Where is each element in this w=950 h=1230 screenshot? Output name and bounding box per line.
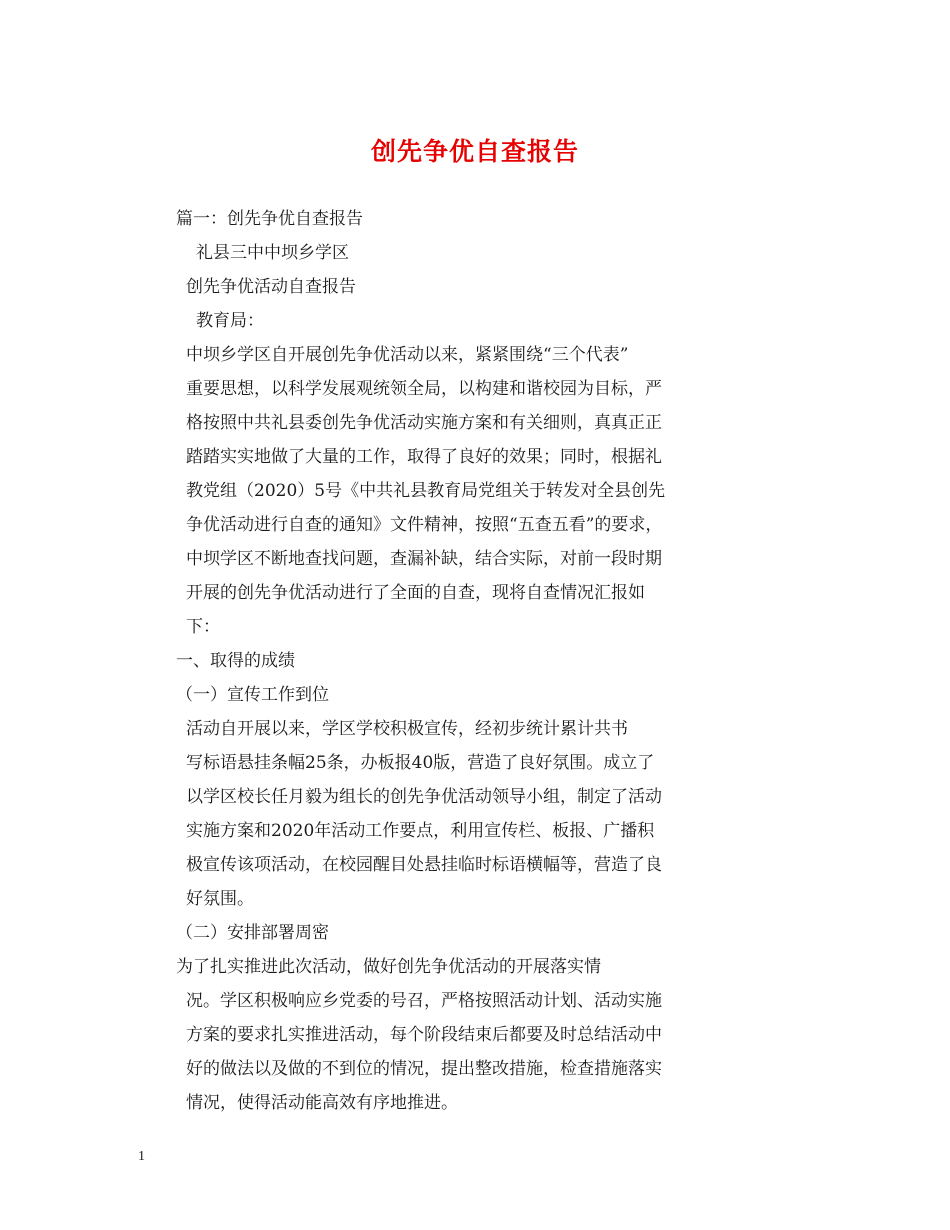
text-line-20: 极宣传该项活动，在校园醒目处悬挂临时标语横幅等，营造了良 [186, 855, 662, 875]
text-line-21: 好氛围。 [186, 889, 254, 909]
text-line-26: 好的做法以及做的不到位的情况，提出整改措施，检查措施落实 [186, 1059, 662, 1079]
text-line-24: 况。学区积极响应乡党委的号召，严格按照活动计划、活动实施 [186, 991, 662, 1011]
text-line-8: 踏踏实实地做了大量的工作，取得了良好的效果；同时，根据礼 [186, 447, 662, 467]
text-line-3: 创先争优活动自查报告 [186, 277, 356, 297]
text-line-16: 活动自开展以来，学区学校积极宣传，经初步统计累计共书 [186, 719, 628, 739]
section-heading-achievements: 一、取得的成绩 [176, 651, 295, 671]
text-line-5: 中坝乡学区自开展创先争优活动以来，紧紧围绕“三个代表” [186, 345, 629, 365]
text-line-6: 重要思想，以科学发展观统领全局，以构建和谐校园为目标，严 [186, 379, 662, 399]
page-number: 1 [138, 1149, 145, 1164]
text-line-27: 情况，使得活动能高效有序地推进。 [186, 1093, 458, 1113]
text-line-19: 实施方案和2020年活动工作要点，利用宣传栏、板报、广播积 [186, 821, 655, 841]
text-line-18: 以学区校长任月毅为组长的创先争优活动领导小组，制定了活动 [186, 787, 662, 807]
text-line-13: 下： [186, 617, 220, 637]
text-line-2: 礼县三中中坝乡学区 [196, 243, 349, 263]
text-line-7: 格按照中共礼县委创先争优活动实施方案和有关细则，真真正正 [186, 413, 662, 433]
text-line-1: 篇一：创先争优自查报告 [176, 209, 363, 229]
subsection-heading-publicity: （一）宣传工作到位 [176, 685, 329, 705]
document-title: 创先争优自查报告 [370, 137, 579, 166]
text-line-17: 写标语悬挂条幅25条，办板报40版，营造了良好氛围。成立了 [186, 753, 655, 773]
text-line-25: 方案的要求扎实推进活动，每个阶段结束后都要及时总结活动中 [186, 1025, 662, 1045]
text-line-4: 教育局： [196, 311, 264, 331]
subsection-heading-deployment: （二）安排部署周密 [176, 923, 329, 943]
text-line-10: 争优活动进行自查的通知》文件精神，按照“五查五看”的要求， [186, 515, 663, 535]
text-line-23: 为了扎实推进此次活动，做好创先争优活动的开展落实情 [176, 957, 601, 977]
text-line-9: 教党组（2020）5号《中共礼县教育局党组关于转发对全县创先 [186, 481, 666, 501]
text-line-12: 开展的创先争优活动进行了全面的自查，现将自查情况汇报如 [186, 583, 645, 603]
text-line-11: 中坝学区不断地查找问题，查漏补缺，结合实际，对前一段时期 [186, 549, 662, 569]
